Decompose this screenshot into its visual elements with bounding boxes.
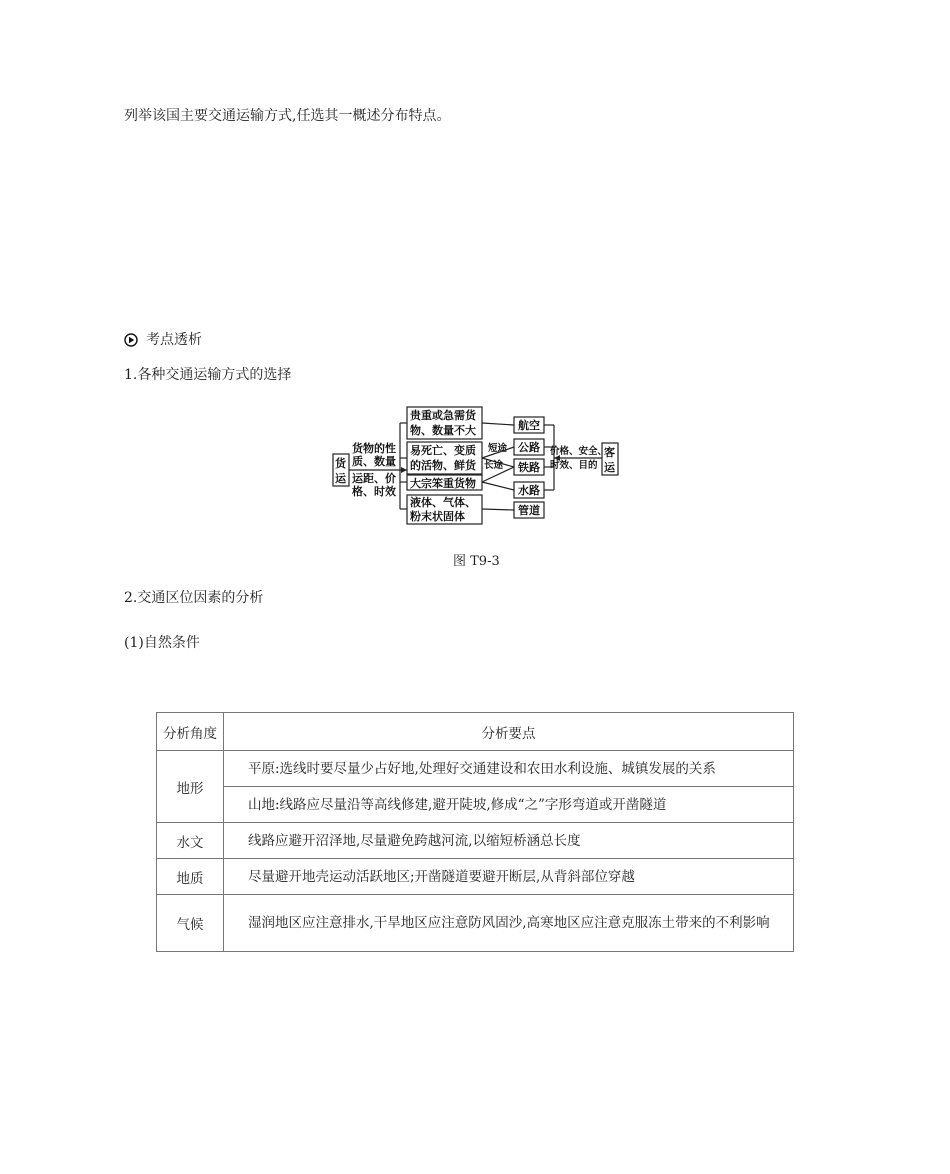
point-plain: 平原:选线时要尽量少占好地,处理好交通建设和农田水利设施、城镇发展的关系: [224, 751, 794, 787]
transport-choice-diagram: [330, 402, 622, 526]
table-header-factor: 分析角度: [157, 713, 224, 751]
passenger-factor-line2: 时效、目的: [550, 460, 598, 471]
mode-water: 水路: [518, 484, 540, 497]
passenger-factor-line1: 价格、安全、: [550, 446, 608, 457]
passenger-label-1: 客: [604, 446, 615, 459]
lower-factor-line2: 格、时效: [352, 485, 396, 498]
item2-title: 2.交通区位因素的分析: [124, 590, 264, 606]
subitem-title: (1)自然条件: [124, 635, 200, 651]
lower-factor-line1: 运距、价: [352, 472, 396, 485]
freight-label-1: 货: [335, 457, 346, 470]
passenger-label-2: 运: [604, 461, 615, 474]
upper-factor-line2: 质、数量: [352, 455, 396, 468]
factor-geology: 地质: [157, 859, 224, 895]
table-row: [157, 823, 794, 859]
section-header: [124, 330, 202, 350]
long-distance-label: 长途: [484, 460, 504, 471]
mode-pipeline: 管道: [518, 504, 540, 517]
mode-air: 航空: [518, 419, 540, 432]
short-distance-label: 短途: [488, 443, 508, 454]
play-circle-icon: [124, 333, 138, 347]
factor-terrain: 地形: [157, 751, 224, 823]
point-hydrology: 线路应避开沼泽地,尽量避免跨越河流,以缩短桥涵总长度: [224, 823, 794, 859]
item1-title: 1.各种交通运输方式的选择: [124, 367, 292, 383]
goods-2-line1: 易死亡、变质: [410, 444, 476, 457]
table-header-points: 分析要点: [224, 713, 794, 751]
table-row: [157, 859, 794, 895]
mode-rail: 铁路: [518, 461, 540, 474]
goods-2-line2: 的活物、鲜货: [410, 459, 476, 472]
freight-label-2: 运: [335, 472, 346, 485]
point-climate: 湿润地区应注意排水,干旱地区应注意防风固沙,高寒地区应注意克服冻土带来的不利影响: [224, 895, 794, 952]
upper-factor-line1: 货物的性: [352, 442, 396, 455]
point-geology: 尽量避开地壳运动活跃地区;开凿隧道要避开断层,从背斜部位穿越: [224, 859, 794, 895]
goods-4-line2: 粉末状固体: [410, 510, 465, 523]
table-header-row: [157, 713, 794, 751]
goods-4-line1: 液体、气体、: [410, 496, 476, 509]
goods-3: 大宗笨重货物: [410, 477, 476, 490]
table-row: [157, 751, 794, 787]
goods-1-line2: 物、数量不大: [410, 424, 476, 437]
figure-caption: 图 T9-3: [453, 554, 500, 569]
mode-road: 公路: [518, 441, 540, 454]
question-text: 列举该国主要交通运输方式,任选其一概述分布特点。: [124, 108, 451, 124]
factor-climate: 气候: [157, 895, 224, 952]
section-title: 考点透析: [146, 332, 202, 348]
goods-1-line1: 贵重或急需货: [410, 409, 476, 422]
table-row: [157, 787, 794, 823]
natural-conditions-table: [156, 712, 794, 952]
factor-hydrology: 水文: [157, 823, 224, 859]
point-mountain: 山地:线路应尽量沿等高线修建,避开陡坡,修成“之”字形弯道或开凿隧道: [224, 787, 794, 823]
table-row: [157, 895, 794, 952]
